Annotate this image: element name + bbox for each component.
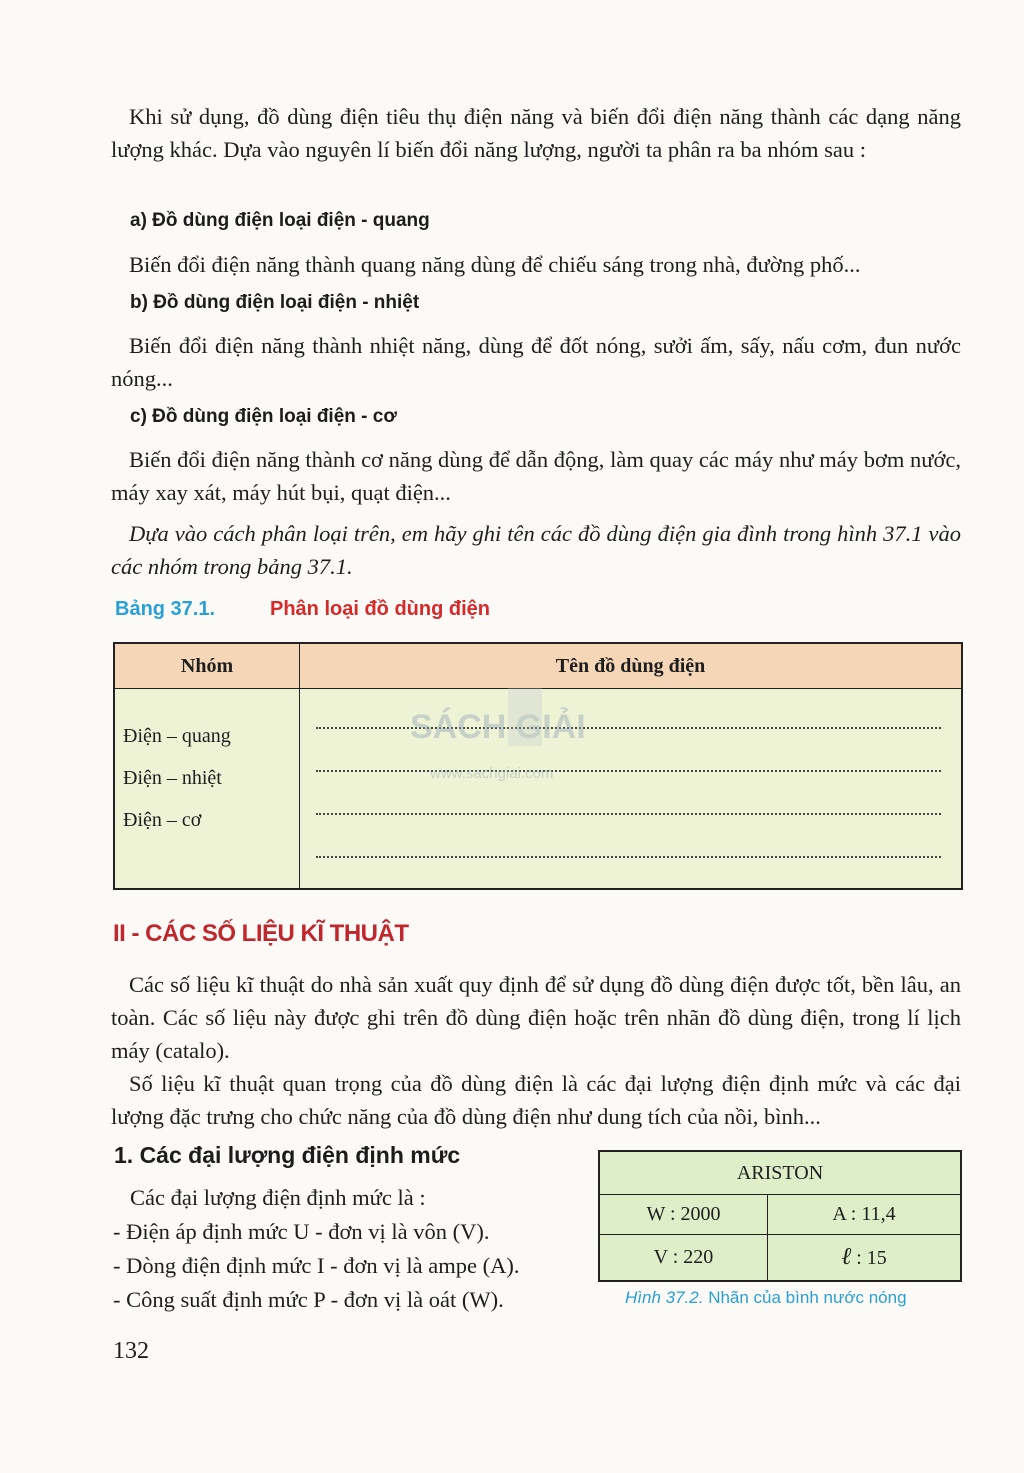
group-heat: Điện – nhiệt [123,767,222,789]
answer-line[interactable] [316,772,941,815]
figure-caption-text: Nhãn của bình nước nóng [708,1288,907,1307]
watermark-url: www.sachgiai.com [430,765,554,782]
answer-line[interactable] [316,815,941,858]
answer-line[interactable] [316,711,941,729]
list-item: - Điện áp định mức U - đơn vị là vôn (V). [113,1219,490,1244]
group-column [114,689,300,890]
figure-number: Hình 37.2. [625,1288,704,1307]
table-title: Phân loại đồ dùng điện [270,598,490,620]
table-caption [115,598,490,621]
figure-caption [625,1288,907,1308]
classification-table [113,642,963,890]
list-intro: Các đại lượng điện định mức là : [130,1185,426,1210]
task-instruction: Dựa vào cách phân loại trên, em hãy ghi tên các đồ dùng điện gia đình trong hình 37.1 vào các nhóm trong bảng 37.1. [111,521,961,579]
label-power: W : 2000 [599,1195,768,1235]
list-item: - Dòng điện định mức I - đơn vị là ampe (A). [113,1253,520,1278]
liter-symbol: ℓ [841,1243,852,1270]
group-mechanical: Điện – cơ [123,809,202,831]
group-a-text: Biến đổi điện năng thành quang năng dùng để chiếu sáng trong nhà, đường phố... [129,252,861,277]
label-brand: ARISTON [599,1151,961,1195]
page-number: 132 [113,1338,149,1364]
list-item: - Công suất định mức P - đơn vị là oát (W). [113,1287,504,1312]
group-light: Điện – quang [123,725,231,747]
group-b-text: Biến đổi điện năng thành nhiệt năng, dùng để đốt nóng, sưởi ấm, sấy, nấu cơm, đun nước nóng... [111,333,961,391]
header-group: Nhóm [114,643,300,689]
answer-column [300,689,963,890]
intro-paragraph: Khi sử dụng, đồ dùng điện tiêu thụ điện năng và biến đổi điện năng thành các dạng năng lượng khác. Dựa vào nguyên lí biến đổi năng lượng, người ta phân ra ba nhóm sau : [111,104,961,162]
label-voltage: V : 220 [599,1234,768,1281]
label-current: A : 11,4 [768,1195,962,1235]
group-c-heading: c) Đồ dùng điện loại điện - cơ [130,406,397,427]
header-appliance-name: Tên đồ dùng điện [300,643,963,689]
group-a-heading: a) Đồ dùng điện loại điện - quang [130,210,430,231]
section-title: II - CÁC SỐ LIỆU KĨ THUẬT [113,920,409,947]
appliance-label [598,1150,962,1282]
answer-line[interactable] [316,729,941,772]
rated-quantities-list [113,1181,520,1317]
label-capacity: ℓ : 15 [768,1234,962,1281]
group-b-heading: b) Đồ dùng điện loại điện - nhiệt [130,292,420,313]
section-paragraph-2: Số liệu kĩ thuật quan trọng của đồ dùng điện là các đại lượng điện định mức và các đại lượng đặc trưng cho chức năng của đồ dùng điện như dung tích của nồi, bình... [111,1071,961,1129]
watermark-text: SÁCH GIẢI [410,708,586,746]
section-paragraph-1: Các số liệu kĩ thuật do nhà sản xuất quy định để sử dụng đồ dùng điện được tốt, bền lâu, an toàn. Các số liệu này được ghi trên đồ dùng điện hoặc trên nhãn đồ dùng điện, trong lí lịch máy (catalo). [111,972,961,1063]
group-c-text: Biến đổi điện năng thành cơ năng dùng để dẫn động, làm quay các máy như máy bơm nước, máy xay xát, máy hút bụi, quạt điện... [111,447,961,505]
table-number: Bảng 37.1. [115,598,216,620]
subsection-title: 1. Các đại lượng điện định mức [114,1142,461,1168]
